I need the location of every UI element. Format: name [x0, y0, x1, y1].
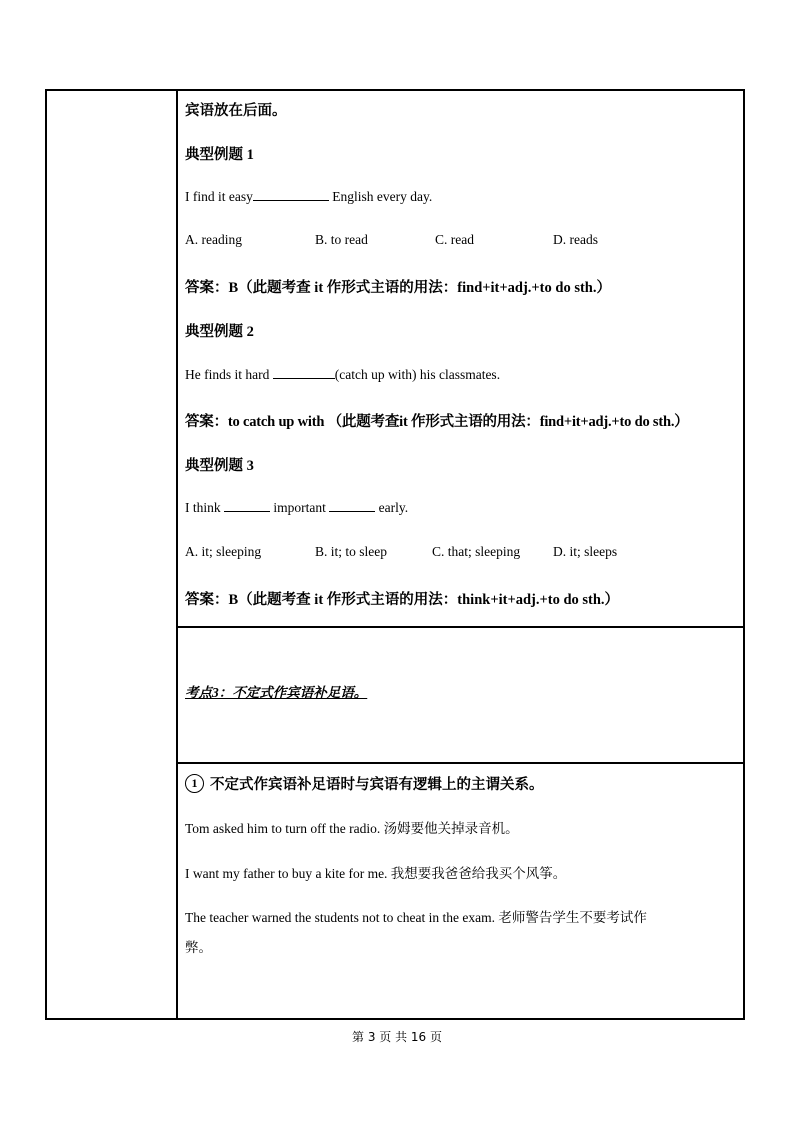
example-3-answer: 答案：B（此题考查 it 作形式主语的用法：think+it+adj.+to do sth.）	[185, 592, 620, 608]
blank	[253, 188, 329, 201]
blank	[329, 499, 375, 512]
example-sentence-3: The teacher warned the students not to cheat in the exam. 老师警告学生不要考试作	[185, 910, 647, 925]
example-sentence-1: Tom asked him to turn off the radio. 汤姆要他关掉录音机。	[185, 821, 519, 836]
topic-3-heading: 考点3：不定式作宾语补足语。	[185, 685, 368, 700]
option-b: B. it; to sleep	[315, 544, 387, 559]
example-1-question: I find it easy English every day.	[185, 189, 433, 204]
option-a: A. reading	[185, 232, 242, 247]
blank	[224, 499, 270, 512]
option-a: A. it; sleeping	[185, 544, 262, 559]
option-c: C. read	[435, 232, 474, 247]
page-footer: 第 3 页 共 16 页	[352, 1030, 442, 1044]
option-c: C. that; sleeping	[432, 544, 521, 559]
option-b: B. to read	[315, 232, 368, 247]
example-2-question: He finds it hard (catch up with) his classmates.	[185, 367, 501, 382]
row-divider-2	[176, 762, 745, 764]
example-3-question: I think important early.	[185, 500, 409, 515]
blank	[273, 366, 335, 379]
example-1-title: 典型例题 1	[185, 147, 254, 163]
option-d: D. reads	[553, 232, 598, 247]
column-divider	[176, 89, 178, 1020]
example-sentence-3-cont: 弊。	[185, 940, 212, 955]
option-d: D. it; sleeps	[553, 544, 618, 559]
point-1: 1 不定式作宾语补足语时与宾语有逻辑上的主谓关系。	[185, 773, 544, 795]
example-sentence-2: I want my father to buy a kite for me. 我想要我爸爸给我买个风筝。	[185, 866, 567, 881]
example-3-title: 典型例题 3	[185, 458, 254, 474]
example-1-answer: 答案：B（此题考查 it 作形式主语的用法：find+it+adj.+to do sth.）	[185, 280, 611, 296]
example-2-answer: 答案：to catch up with （此题考查it 作形式主语的用法：find+it+adj.+to do sth.）	[185, 414, 689, 430]
intro-text: 宾语放在后面。	[185, 103, 287, 119]
example-2-title: 典型例题 2	[185, 324, 254, 340]
circled-number-1: 1	[185, 774, 204, 793]
row-divider-1	[176, 626, 745, 628]
